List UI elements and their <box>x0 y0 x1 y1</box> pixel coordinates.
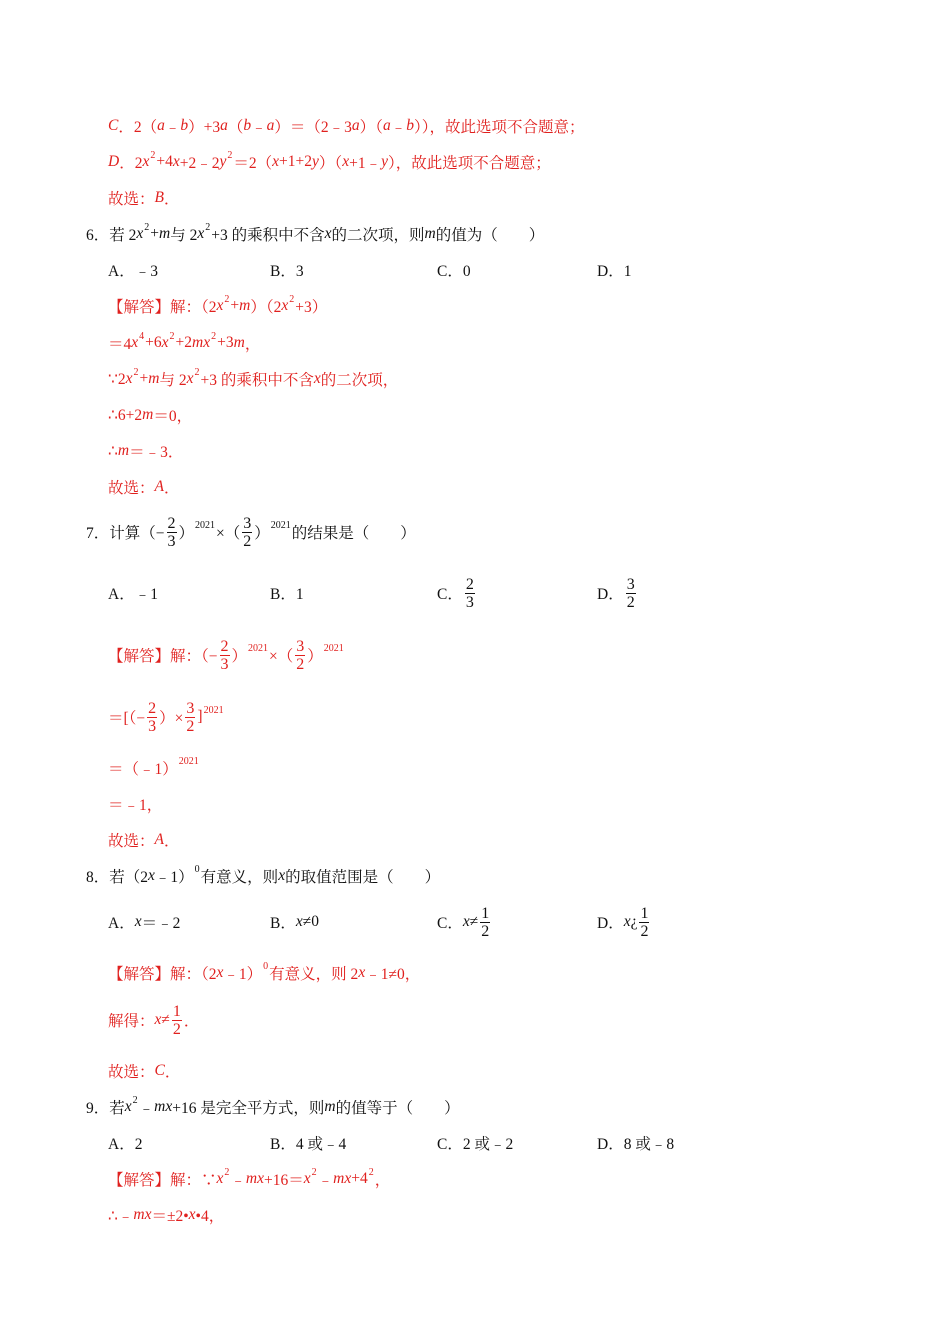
text-run: +3 的乘积中不含 <box>211 227 325 244</box>
text-run: 与 2 <box>170 227 198 244</box>
answer-line <box>108 467 180 507</box>
fraction-numerator: 3 <box>626 575 635 593</box>
text-run: A．﹣1 <box>108 586 158 603</box>
text-run: ∵2 <box>108 370 126 388</box>
option-C <box>437 250 471 290</box>
text-run: 【解答】解：∵ <box>108 1172 217 1189</box>
text-run: ． <box>163 833 180 850</box>
math-variable: x <box>161 334 169 351</box>
fraction-denominator: 3 <box>465 593 474 611</box>
text-run: 的结果是（ ） <box>291 525 416 542</box>
answer-line <box>108 953 420 993</box>
text-run: 故选： <box>108 191 155 208</box>
question-line <box>86 856 440 896</box>
text-run: ）× <box>159 710 184 727</box>
fraction <box>639 905 649 940</box>
text-run: ﹣ <box>251 119 267 136</box>
fraction-denominator: 2 <box>296 655 305 673</box>
math-variable: x <box>303 1170 311 1187</box>
text-run: ＝﹣3． <box>129 444 184 461</box>
math-variable: x <box>125 370 133 387</box>
math-variable: x <box>295 913 303 930</box>
answer-line <box>108 784 162 824</box>
math-variable: m <box>148 370 160 387</box>
fraction-numerator: 2 <box>220 637 229 655</box>
superscript: 2 <box>211 330 217 342</box>
text-run: ．2 <box>119 155 143 172</box>
math-variable: m <box>159 225 171 242</box>
text-run: ∴6+2 <box>108 406 143 424</box>
fraction-denominator: 3 <box>167 532 176 550</box>
math-variable: b <box>180 117 189 134</box>
text-run: ﹣ <box>230 1172 246 1189</box>
option-D <box>597 250 631 290</box>
option-C <box>437 573 477 613</box>
answer-line <box>108 395 192 435</box>
text-run: ＝﹣2 <box>141 915 181 932</box>
superscript: 4 <box>139 330 145 342</box>
text-run: 【解答】解：（2 <box>108 966 217 983</box>
text-run: +1﹣ <box>349 155 382 172</box>
text-run: ≠ <box>469 913 479 930</box>
math-variable: x <box>278 867 286 884</box>
math-variable: x <box>124 1098 132 1115</box>
text-run: 的二次项， <box>320 372 399 389</box>
superscript: 0 <box>263 960 269 972</box>
text-run: ， <box>244 336 261 353</box>
answer-line <box>108 142 551 182</box>
math-variable: x <box>623 913 631 930</box>
text-run: （ <box>227 119 244 136</box>
math-variable: x <box>216 1170 224 1187</box>
text-run: C． <box>437 915 463 932</box>
math-variable: C <box>154 1062 165 1079</box>
text-run: ）+3 <box>188 119 221 136</box>
option-B <box>270 1123 346 1163</box>
math-variable: B <box>154 189 164 206</box>
text-run: ＝0， <box>153 408 193 425</box>
math-variable: m <box>239 297 251 314</box>
fraction-numerator: 3 <box>186 699 195 717</box>
math-variable: x <box>358 964 366 981</box>
fraction-denominator: 3 <box>220 655 229 673</box>
math-variable: a <box>351 117 360 134</box>
option-A <box>108 1123 142 1163</box>
text-run: ﹣ <box>390 119 407 136</box>
text-run: B．3 <box>270 263 304 280</box>
text-run: ﹣1） <box>154 869 194 886</box>
text-run: +2﹣2 <box>179 155 220 172</box>
text-run: 有意义，则 2 <box>269 966 359 983</box>
math-variable: x <box>154 1011 162 1028</box>
text-run: ＝（﹣1） <box>108 761 178 778</box>
text-run: ×（ <box>216 525 241 542</box>
answer-line <box>108 697 225 737</box>
text-run: B．1 <box>270 586 304 603</box>
option-B <box>270 573 304 613</box>
math-variable: x <box>216 297 224 314</box>
superscript: 2 <box>224 1166 230 1178</box>
math-variable: mx <box>333 1170 352 1187</box>
text-run: ） <box>178 525 195 542</box>
superscript: 2 <box>368 1166 374 1178</box>
fraction <box>295 638 305 673</box>
text-run: D．1 <box>597 263 632 280</box>
superscript: 2 <box>194 366 200 378</box>
text-run: +3） <box>295 299 328 316</box>
text-run: ） <box>254 525 270 542</box>
math-variable: x <box>197 225 205 242</box>
math-variable: m <box>142 406 154 423</box>
text-run: ）＝（2﹣3 <box>274 119 352 136</box>
text-run: ）（ <box>359 119 383 136</box>
superscript: 2021 <box>178 755 199 767</box>
text-run: 8．若（2 <box>86 869 149 886</box>
text-run: 7．计算（− <box>86 525 165 542</box>
text-run: ≠ <box>161 1011 170 1028</box>
fraction-numerator: 2 <box>465 575 474 593</box>
text-run: 有意义，则 <box>200 869 279 886</box>
fraction <box>147 700 157 735</box>
math-variable: b <box>406 117 414 134</box>
text-run: C．0 <box>437 263 471 280</box>
math-variable: mx <box>192 334 211 351</box>
text-run: +16＝ <box>264 1172 304 1189</box>
answer-line <box>108 1051 180 1091</box>
text-run: +4 <box>351 1170 368 1187</box>
math-variable: A <box>154 831 164 848</box>
math-variable: x <box>216 964 224 981</box>
text-run: A．2 <box>108 1136 143 1153</box>
text-run: ， <box>374 1172 391 1189</box>
answer-line <box>108 178 180 218</box>
text-run: D．8 或﹣8 <box>597 1136 675 1153</box>
text-run: ﹣ <box>138 1100 155 1117</box>
answer-line <box>108 359 398 399</box>
math-variable: m <box>424 225 436 242</box>
fraction <box>626 576 636 611</box>
text-run: + <box>139 370 149 387</box>
text-run: +6 <box>145 334 162 351</box>
math-variable: y <box>219 153 227 170</box>
math-variable: a <box>382 117 391 134</box>
answer-line <box>108 1159 390 1199</box>
text-run: ×（ <box>269 648 294 665</box>
fraction-numerator: 2 <box>167 514 176 532</box>
text-run: +1+2 <box>279 153 313 170</box>
text-run: ∴ <box>108 442 118 460</box>
fraction-numerator: 1 <box>481 904 490 922</box>
fraction-denominator: 2 <box>172 1020 181 1038</box>
fraction <box>185 700 195 735</box>
math-variable: m <box>233 334 245 351</box>
math-variable: C <box>108 117 119 134</box>
superscript: 2 <box>150 149 156 161</box>
text-run: ）（ <box>318 155 343 172</box>
option-A <box>108 902 180 942</box>
math-variable: x <box>142 153 150 170</box>
math-variable: m <box>117 442 130 459</box>
text-run: ．2（ <box>118 119 158 136</box>
fraction <box>167 515 177 550</box>
fraction <box>465 576 475 611</box>
text-run: B．4 或﹣4 <box>270 1136 347 1153</box>
text-run: ¿ <box>630 913 638 930</box>
fraction-denominator: 2 <box>640 922 649 940</box>
text-run: 解得： <box>108 1013 155 1030</box>
math-variable: a <box>266 117 275 134</box>
math-variable: x <box>188 1206 196 1223</box>
superscript: 2 <box>144 221 150 233</box>
fraction <box>220 638 230 673</box>
text-run: B． <box>270 915 296 932</box>
superscript: 2 <box>133 366 139 378</box>
text-run: +16 是完全平方式，则 <box>172 1100 325 1117</box>
text-run: ），故此选项不合题意； <box>387 155 551 172</box>
text-run: ﹣ <box>317 1172 334 1189</box>
math-variable: x <box>342 153 350 170</box>
superscript: 2 <box>289 293 295 305</box>
text-run: 的值等于（ ） <box>335 1100 460 1117</box>
text-run: 故选： <box>108 480 155 497</box>
text-run: ＝﹣1， <box>108 797 163 814</box>
math-variable: D <box>108 153 120 170</box>
math-variable: x <box>148 867 155 884</box>
math-variable: x <box>172 153 180 170</box>
text-run: C．2 或﹣2 <box>437 1136 514 1153</box>
math-variable: x <box>131 334 139 351</box>
math-variable: x <box>136 225 144 242</box>
text-run: 的值为（ ） <box>435 227 545 244</box>
math-variable: a <box>220 117 228 134</box>
fraction-denominator: 2 <box>243 532 252 550</box>
option-D <box>597 902 651 942</box>
fraction-denominator: 2 <box>626 593 635 611</box>
option-B <box>270 902 319 942</box>
fraction <box>172 1003 182 1038</box>
text-run: •4， <box>195 1208 225 1225</box>
answer-line <box>108 635 345 675</box>
fraction-numerator: 1 <box>640 904 649 922</box>
text-run: ﹣1） <box>223 966 263 983</box>
text-run: ） <box>307 648 323 665</box>
fraction-denominator: 2 <box>186 717 195 735</box>
math-variable: x <box>281 297 289 314</box>
text-run: D． <box>597 586 624 603</box>
text-run: 【解答】解：（− <box>108 648 218 665</box>
text-run: +2 <box>175 334 193 351</box>
text-run: +3 的乘积中不含 <box>200 372 314 389</box>
text-run: ＝±2• <box>151 1208 189 1225</box>
text-run: +4 <box>156 153 173 170</box>
math-variable: mx <box>154 1098 173 1115</box>
text-run: 故选： <box>108 1064 155 1081</box>
math-variable: y <box>381 153 388 170</box>
text-run: ． <box>164 1064 181 1081</box>
superscript: 2021 <box>203 704 224 716</box>
text-run: ）），故此选项不合题意； <box>413 119 585 136</box>
text-run: ∴﹣ <box>108 1208 134 1225</box>
superscript: 2021 <box>195 519 216 531</box>
text-run: ）（2 <box>250 299 282 316</box>
option-C <box>437 902 492 942</box>
option-A <box>108 573 158 613</box>
fraction-denominator: 3 <box>148 717 157 735</box>
answer-line <box>108 286 327 326</box>
fraction-numerator: 1 <box>172 1002 181 1020</box>
superscript: 2 <box>224 293 230 305</box>
text-run: ] <box>197 708 203 725</box>
question-line <box>86 512 416 552</box>
math-variable: y <box>312 153 319 170</box>
superscript: 2021 <box>248 642 269 654</box>
fraction-numerator: 3 <box>296 637 305 655</box>
text-run: ． <box>183 1013 200 1030</box>
question-line <box>86 1087 460 1127</box>
answer-line <box>108 106 584 146</box>
answer-line <box>108 820 180 860</box>
text-run: 9．若 <box>86 1100 125 1117</box>
fraction <box>242 515 252 550</box>
math-variable: mx <box>245 1170 264 1187</box>
math-variable: x <box>313 370 321 387</box>
math-variable: x <box>462 913 470 930</box>
superscript: 2021 <box>270 519 291 531</box>
text-run: A． <box>108 915 135 932</box>
math-variable: x <box>134 913 142 930</box>
question-line <box>86 214 544 254</box>
text-run: C． <box>437 586 463 603</box>
text-run: 的取值范围是（ ） <box>285 869 441 886</box>
text-run: ≠0 <box>302 913 319 930</box>
answer-line <box>108 323 260 363</box>
text-run: ＝4 <box>108 336 132 353</box>
text-run: 的二次项，则 <box>331 227 425 244</box>
text-run: + <box>230 297 240 314</box>
math-variable: a <box>157 117 165 134</box>
answer-line <box>108 431 183 471</box>
option-A <box>108 250 158 290</box>
text-run: ） <box>231 648 248 665</box>
math-variable: x <box>186 370 194 387</box>
math-variable: m <box>324 1098 336 1115</box>
fraction-denominator: 2 <box>481 922 490 940</box>
superscript: 2021 <box>323 642 344 654</box>
text-run: 6．若 2 <box>86 227 137 244</box>
superscript: 2 <box>132 1094 138 1106</box>
math-variable: A <box>154 478 164 495</box>
option-C <box>437 1123 513 1163</box>
text-run: D． <box>597 915 624 932</box>
fraction-numerator: 2 <box>148 699 157 717</box>
text-run: 【解答】解：（2 <box>108 299 217 316</box>
text-run: ． <box>163 191 180 208</box>
option-D <box>597 573 638 613</box>
superscript: 2 <box>169 330 175 342</box>
text-run: ＝2（ <box>233 155 273 172</box>
text-run: + <box>150 225 160 242</box>
answer-line <box>108 748 200 788</box>
text-run: ﹣ <box>164 119 181 136</box>
math-variable: b <box>243 117 252 134</box>
fraction <box>480 905 490 940</box>
text-run: ﹣1≠0， <box>365 966 421 983</box>
text-run: 故选： <box>108 833 155 850</box>
superscript: 2 <box>227 149 233 161</box>
fraction-numerator: 3 <box>243 514 252 532</box>
text-run: 与 2 <box>159 372 187 389</box>
text-run: ． <box>163 480 180 497</box>
option-D <box>597 1123 674 1163</box>
answer-line <box>108 1195 224 1235</box>
math-variable: x <box>324 225 332 242</box>
answer-line <box>108 1000 199 1040</box>
superscript: 0 <box>194 863 200 875</box>
superscript: 2 <box>205 221 211 233</box>
text-run: +3 <box>217 334 234 351</box>
text-run: A．﹣3 <box>108 263 158 280</box>
option-B <box>270 250 304 290</box>
text-run: ＝[（− <box>108 710 146 727</box>
math-variable: mx <box>133 1206 152 1223</box>
superscript: 2 <box>311 1166 317 1178</box>
math-variable: x <box>272 153 280 170</box>
